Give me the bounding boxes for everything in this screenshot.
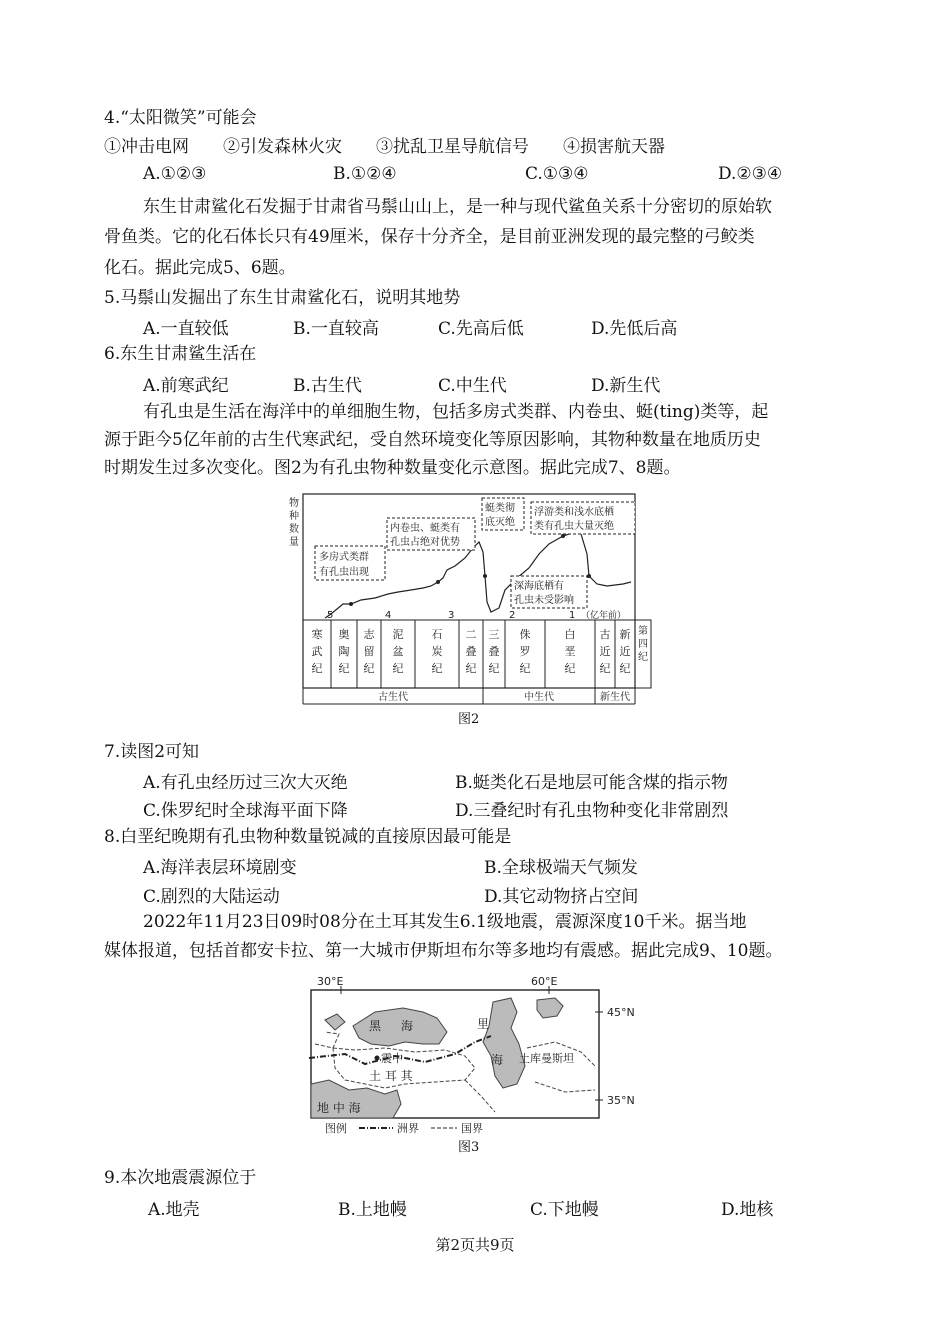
fig2-period-5-char-1: 叠 bbox=[465, 645, 477, 658]
fig3-lon-30: 30°E bbox=[317, 975, 344, 988]
q5-option-b: B.一直较高 bbox=[293, 319, 379, 339]
q5-option-c: C.先高后低 bbox=[438, 319, 524, 339]
fig2-period-8-char-0: 白 bbox=[564, 628, 576, 641]
fig3-lon-60: 60°E bbox=[531, 975, 558, 988]
page-footer: 第2页共9页 bbox=[435, 1236, 515, 1254]
svg-text:四: 四 bbox=[638, 639, 648, 650]
fig2-period-1-char-2: 纪 bbox=[338, 662, 350, 675]
q4-items: ①冲击电网 ②引发森林火灾 ③扰乱卫星导航信号 ④损害航天器 bbox=[104, 137, 665, 157]
figure-3 bbox=[305, 972, 645, 1136]
fig2-period-5-char-2: 纪 bbox=[465, 662, 477, 675]
passage1-line1: 东生甘肃鲨化石发掘于甘肃省马鬃山山上，是一种与现代鲨鱼关系十分密切的原始软 bbox=[143, 197, 772, 217]
fig2-ylabel-4: 量 bbox=[289, 537, 299, 548]
fig2-period-9-char-1: 近 bbox=[599, 645, 611, 658]
fig3-label-epicenter: 震中 bbox=[381, 1052, 403, 1065]
fig3-label-caspian-1: 里 bbox=[477, 1017, 490, 1031]
fig2-tick-5: 5 bbox=[327, 610, 334, 621]
fig3-legend-title: 图例 bbox=[325, 1122, 347, 1135]
fig2-period-1-char-1: 陶 bbox=[338, 645, 350, 658]
fig2-tick-4: 4 bbox=[385, 610, 392, 621]
fig2-period-4-char-0: 石 bbox=[431, 628, 443, 641]
fig2-ann5-line2: 孔虫未受影响 bbox=[514, 595, 574, 606]
svg-text:纪: 纪 bbox=[638, 652, 648, 663]
figure-3-caption: 图3 bbox=[458, 1140, 480, 1155]
fig2-period-8-char-1: 垩 bbox=[564, 645, 576, 658]
q4-option-c: C.①③④ bbox=[525, 164, 589, 184]
q8-option-a: A.海洋表层环境剧变 bbox=[143, 858, 297, 878]
fig3-label-med: 地 中 海 bbox=[317, 1101, 361, 1115]
fig2-ylabel-3: 数 bbox=[289, 524, 299, 535]
fig2-period-0-char-1: 武 bbox=[311, 645, 323, 658]
fig2-period-4-char-1: 炭 bbox=[431, 645, 443, 658]
fig2-period-4-char-2: 纪 bbox=[431, 662, 443, 675]
fig2-ann2-line1: 内卷虫、蜓类有 bbox=[390, 523, 460, 534]
fig3-label-caspian-2: 海 bbox=[491, 1053, 504, 1067]
fig2-ann1-line2: 有孔虫出现 bbox=[319, 567, 369, 578]
fig2-period-7-char-1: 罗 bbox=[519, 645, 531, 658]
fig2-period-10-char-2: 纪 bbox=[619, 662, 631, 675]
fig2-period-3-char-2: 纪 bbox=[392, 662, 404, 675]
q7-stem: 7.读图2可知 bbox=[104, 742, 200, 762]
passage1-line2: 骨鱼类。它的化石体长只有49厘米，保存十分齐全，是目前亚洲发现的最完整的弓鲛类 bbox=[104, 227, 755, 247]
q7-option-d: D.三叠纪时有孔虫物种变化非常剧烈 bbox=[455, 801, 729, 821]
q9-option-a: A.地壳 bbox=[148, 1200, 200, 1220]
fig3-legend-border: 国界 bbox=[461, 1122, 483, 1135]
figure-2-caption: 图2 bbox=[458, 712, 480, 727]
fig3-label-black-2: 海 bbox=[401, 1019, 414, 1033]
q6-option-a: A.前寒武纪 bbox=[143, 376, 229, 396]
q5-stem: 5.马鬃山发掘出了东生甘肃鲨化石，说明其地势 bbox=[104, 288, 461, 308]
q6-option-d: D.新生代 bbox=[591, 376, 661, 396]
q7-option-a: A.有孔虫经历过三次大灭绝 bbox=[143, 773, 348, 793]
fig2-period-6-char-1: 叠 bbox=[488, 645, 500, 658]
q7-option-b: B.蜓类化石是地层可能含煤的指示物 bbox=[455, 773, 728, 793]
fig3-lat-35: 35°N bbox=[607, 1094, 635, 1107]
fig2-period-2-char-1: 留 bbox=[363, 645, 375, 658]
fig2-ann5-line1: 深海底栖有 bbox=[514, 581, 564, 592]
q8-option-d: D.其它动物挤占空间 bbox=[484, 887, 639, 907]
fig3-label-turkmenistan: 土库曼斯坦 bbox=[519, 1052, 574, 1065]
fig2-period-9-char-2: 纪 bbox=[599, 662, 611, 675]
q4-stem: 4.“太阳微笑”可能会 bbox=[104, 108, 257, 128]
q6-stem: 6.东生甘肃鲨生活在 bbox=[104, 344, 257, 364]
fig2-period-2-char-2: 纪 bbox=[363, 662, 375, 675]
q8-option-c: C.剧烈的大陆运动 bbox=[143, 887, 280, 907]
q8-option-b: B.全球极端天气频发 bbox=[484, 858, 638, 878]
fig2-period-3-char-1: 盆 bbox=[392, 645, 404, 658]
fig2-ann4-line1: 浮游类和浅水底栖 bbox=[534, 507, 614, 518]
fig2-unit: （亿年前） bbox=[581, 611, 627, 621]
q4-option-d: D.②③④ bbox=[718, 164, 783, 184]
q6-option-c: C.中生代 bbox=[438, 376, 507, 396]
fig2-period-9-char-0: 古 bbox=[599, 628, 611, 641]
fig2-tick-2: 2 bbox=[509, 610, 516, 621]
passage3-line2: 媒体报道，包括首都安卡拉、第一大城市伊斯坦布尔等多地均有震感。据此完成9、10题。 bbox=[104, 941, 783, 961]
fig2-period-7-char-2: 纪 bbox=[519, 662, 531, 675]
fig3-label-black-1: 黑 bbox=[369, 1019, 382, 1033]
fig2-era-mesozoic: 中生代 bbox=[524, 692, 554, 703]
svg-text:第: 第 bbox=[638, 626, 648, 637]
q9-option-d: D.地核 bbox=[721, 1200, 774, 1220]
q9-option-c: C.下地幔 bbox=[530, 1200, 599, 1220]
fig2-period-2-char-0: 志 bbox=[363, 628, 375, 641]
fig2-ann3-line2: 底灭绝 bbox=[485, 517, 515, 528]
passage1-line3: 化石。据此完成5、6题。 bbox=[104, 258, 296, 278]
passage2-line2: 源于距今5亿年前的古生代寒武纪，受自然环境变化等原因影响，其物种数量在地质历史 bbox=[104, 430, 761, 450]
fig3-legend-continent: 洲界 bbox=[397, 1122, 419, 1135]
passage2-line1: 有孔虫是生活在海洋中的单细胞生物，包括多房式类群、内卷虫、蜓(ting)类等，起 bbox=[143, 402, 769, 422]
fig2-period-6-char-2: 纪 bbox=[488, 662, 500, 675]
fig2-period-0-char-2: 纪 bbox=[311, 662, 323, 675]
fig2-period-6-char-0: 三 bbox=[488, 628, 500, 641]
q6-option-b: B.古生代 bbox=[293, 376, 362, 396]
q7-option-c: C.侏罗纪时全球海平面下降 bbox=[143, 801, 348, 821]
fig2-era-cenozoic: 新生代 bbox=[600, 692, 630, 703]
fig2-ann1-line1: 多房式类群 bbox=[319, 552, 369, 563]
fig2-ann4-line2: 类有孔虫大量灭绝 bbox=[534, 521, 614, 532]
q9-option-b: B.上地幔 bbox=[338, 1200, 407, 1220]
fig2-period-1-char-0: 奥 bbox=[338, 628, 350, 641]
fig2-period-7-char-0: 侏 bbox=[519, 628, 531, 641]
fig2-ann3-line1: 蜓类彻 bbox=[485, 503, 515, 514]
fig3-lat-45: 45°N bbox=[607, 1006, 635, 1019]
q5-option-d: D.先低后高 bbox=[591, 319, 678, 339]
passage2-line3: 时期发生过多次变化。图2为有孔虫物种数量变化示意图。据此完成7、8题。 bbox=[104, 458, 681, 478]
fig3-label-turkey: 土 耳 其 bbox=[369, 1069, 413, 1083]
q5-option-a: A.一直较低 bbox=[143, 319, 229, 339]
fig2-period-3-char-0: 泥 bbox=[392, 628, 404, 641]
fig2-ann2-line2: 孔虫占绝对优势 bbox=[390, 537, 460, 548]
fig2-tick-3: 3 bbox=[448, 610, 455, 621]
fig2-era-paleozoic: 古生代 bbox=[378, 692, 408, 703]
q4-option-a: A.①②③ bbox=[143, 164, 207, 184]
fig2-period-10-char-1: 近 bbox=[619, 645, 631, 658]
fig2-period-5-char-0: 二 bbox=[465, 628, 477, 641]
q9-stem: 9.本次地震震源位于 bbox=[104, 1168, 257, 1188]
q4-option-b: B.①②④ bbox=[333, 164, 397, 184]
fig2-ylabel-1: 物 bbox=[289, 498, 299, 509]
fig2-period-0-char-0: 寒 bbox=[311, 628, 323, 641]
q8-stem: 8.白垩纪晚期有孔虫物种数量锐减的直接原因最可能是 bbox=[104, 827, 512, 847]
fig2-ylabel-2: 种 bbox=[289, 511, 299, 522]
figure-2 bbox=[283, 492, 655, 708]
fig2-period-8-char-2: 纪 bbox=[564, 662, 576, 675]
passage3-line1: 2022年11月23日09时08分在土耳其发生6.1级地震，震源深度10千米。据当地 bbox=[143, 912, 747, 932]
fig2-period-10-char-0: 新 bbox=[619, 628, 631, 641]
fig2-tick-1: 1 bbox=[569, 610, 576, 621]
